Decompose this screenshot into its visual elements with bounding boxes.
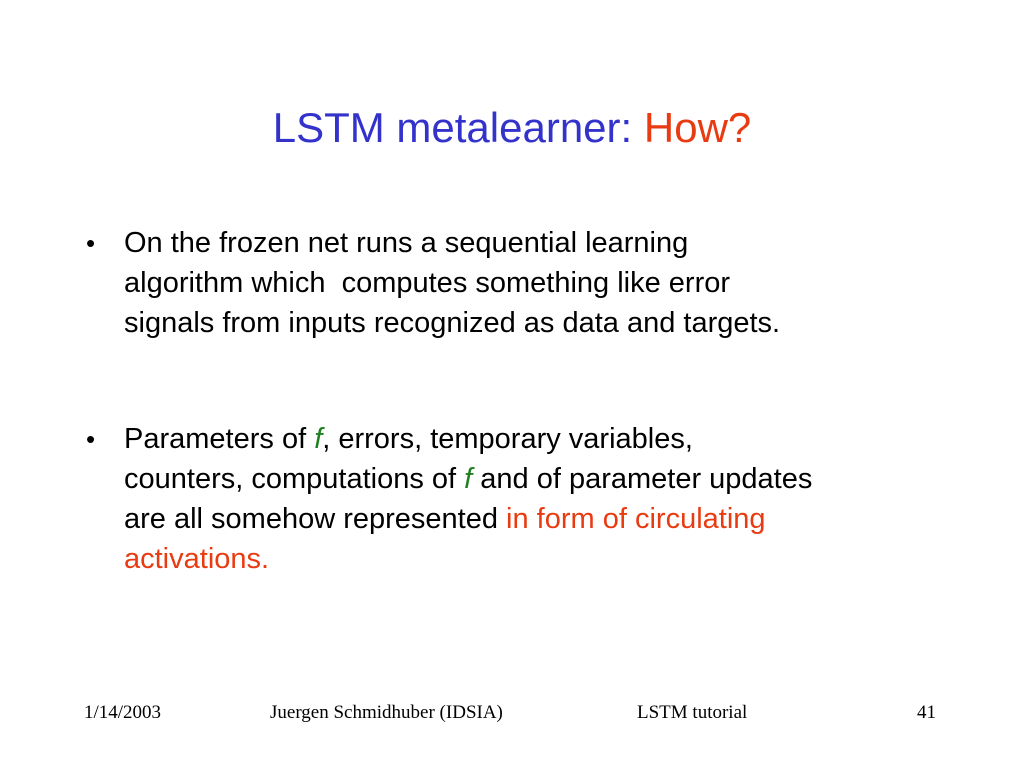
slide-footer [0,700,1024,728]
text-run: Parameters of [124,423,315,455]
text-run: f [314,423,323,455]
bullet-line [124,459,994,499]
bullet-text-1 [124,223,994,343]
bullet-line [124,223,994,263]
text-run: counters, computations of [124,463,465,495]
slide-title [0,102,1024,154]
text-run: LSTM metalearner: [272,104,644,151]
text-run: are all somehow represented [124,503,507,535]
bullet-marker: • [86,228,96,258]
bullet-line [124,499,994,539]
text-run: , errors, temporary variables, [322,423,693,455]
footer-date: 1/14/2003 [84,702,162,723]
bullet-item-2 [86,419,994,579]
text-run: signals from inputs recognized as data and targets. [124,307,781,339]
text-run: How? [643,104,752,151]
text-run: in form of circulating [506,503,766,535]
text-run: activations. [124,543,270,575]
bullet-line [124,539,994,579]
text-run: algorithm which computes something like error [124,267,731,299]
text-run: On the frozen net runs a sequential learning [124,227,689,259]
footer-author: Juergen Schmidhuber (IDSIA) [270,702,503,723]
text-run: and of parameter updates [472,463,813,495]
footer-page-number: 41 [917,702,936,723]
bullet-marker: • [86,424,96,454]
bullet-item-1 [86,223,994,343]
footer-deck-title: LSTM tutorial [637,702,748,723]
bullet-line [124,303,994,343]
bullet-line [124,419,994,459]
bullet-text-2 [124,419,994,579]
bullet-line [124,263,994,303]
text-run: f [464,463,473,495]
